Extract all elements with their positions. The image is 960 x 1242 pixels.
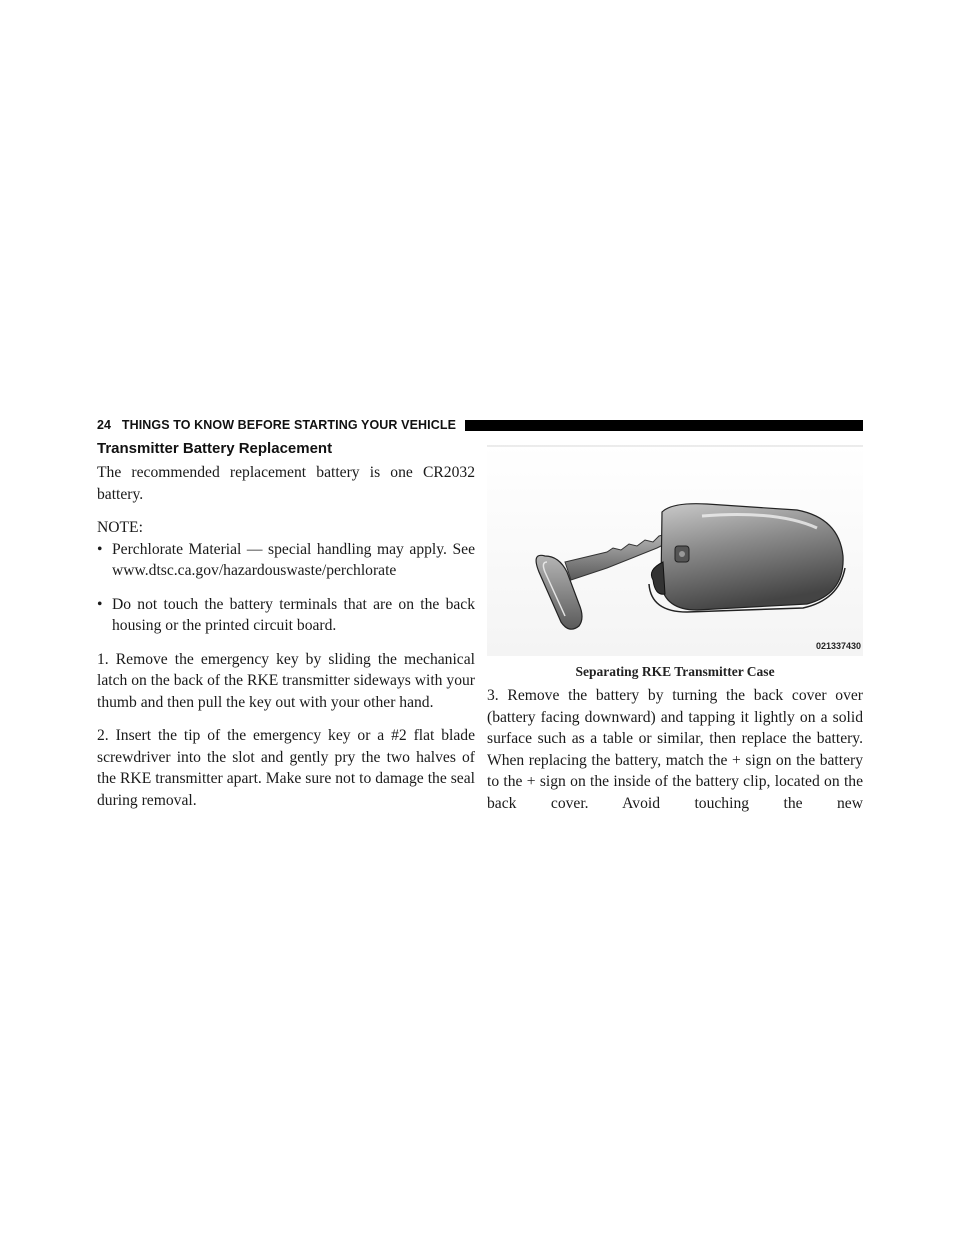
header-rule bbox=[465, 420, 863, 431]
figure-caption: Separating RKE Transmitter Case bbox=[575, 664, 775, 679]
figure-id: 021337430 bbox=[815, 641, 861, 651]
intro-paragraph: The recommended replacement battery is one CR2032 battery. bbox=[97, 464, 475, 503]
section-title: Transmitter Battery Replacement bbox=[97, 440, 333, 457]
bullet-icon: • bbox=[97, 540, 103, 558]
left-column bbox=[97, 462, 475, 823]
note-bullet bbox=[97, 594, 475, 637]
note-bullet bbox=[97, 539, 475, 582]
step-1-paragraph: 1. Remove the emergency key by sliding the mechanical latch on the back of the RKE transmitter sideways with your thumb and then pull the key out with your other hand. bbox=[97, 650, 475, 711]
page-number: 24 bbox=[97, 418, 112, 432]
note-label: NOTE: bbox=[97, 519, 143, 536]
page-header-text bbox=[97, 418, 456, 432]
transmitter-case-image bbox=[487, 444, 863, 656]
step-2-paragraph: 2. Insert the tip of the emergency key or a #2 flat blade screwdriver into the slot and gently pry the two halves of the RKE transmitter apart. Make sure not to damage the seal during removal. bbox=[97, 727, 475, 809]
note-bullet-text: Perchlorate Material — special handling may apply. See www.dtsc.ca.gov/hazardouswaste/perchlorate bbox=[112, 540, 475, 579]
section-name: THINGS TO KNOW BEFORE STARTING YOUR VEHICLE bbox=[121, 418, 457, 432]
bullet-icon: • bbox=[97, 595, 103, 613]
page-header bbox=[97, 418, 863, 432]
step-3-paragraph: 3. Remove the battery by turning the back cover over (battery facing downward) and tapping it lightly on a solid surface such as a table or similar, then replace the battery. When replacing the battery, match the + sign on the battery to the + sign on the inside of the battery clip, located on the back cover. Avoid touching the new bbox=[487, 687, 863, 812]
transmitter-illustration bbox=[487, 444, 863, 656]
note-bullet-text: Do not touch the battery terminals that are on the back housing or the printed circuit board. bbox=[112, 595, 475, 634]
right-column bbox=[487, 685, 863, 814]
